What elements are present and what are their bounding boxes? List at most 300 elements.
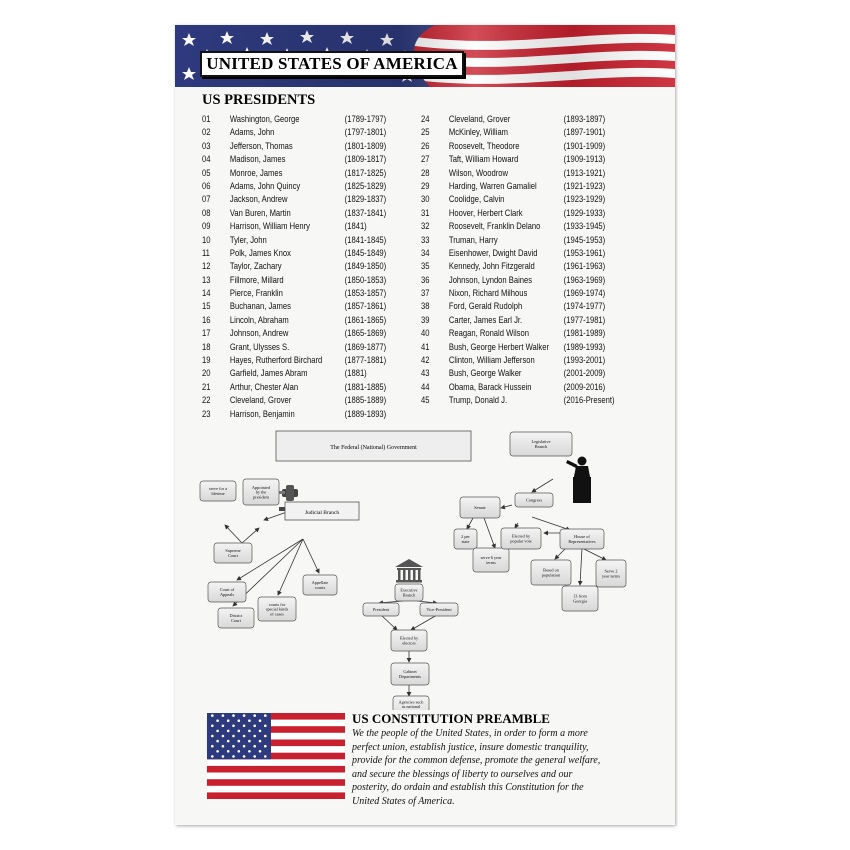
president-row — [421, 220, 631, 233]
node-senate-label: Senate — [474, 505, 486, 511]
node-agencies-label: Agencies such — [398, 699, 424, 705]
node-appellate-courts — [303, 575, 337, 595]
node-six-year-terms-label: terms — [486, 560, 496, 565]
node-house-of-representatives-label: Representatives — [568, 539, 596, 544]
president-row — [202, 180, 412, 193]
node-congress-label: Congress — [526, 497, 542, 503]
preamble-line: perfect union, establish justice, insure domestic tranquility, — [352, 741, 589, 753]
president-name: Roosevelt, Franklin Delano — [448, 221, 541, 232]
president-name: Washington, George — [229, 114, 300, 124]
node-elected-by-popular-vote-label: Elected by — [511, 533, 531, 539]
presidents-column-2 — [421, 113, 631, 408]
president-name: Bush, George Herbert Walker — [448, 341, 550, 352]
president-row — [421, 341, 631, 354]
president-name: Madison, James — [229, 154, 286, 165]
president-number: 10 — [202, 234, 211, 245]
node-two-per-state-label: 2 per — [461, 534, 470, 540]
president-years: (1829-1837) — [344, 194, 387, 205]
president-name: Adams, John — [229, 127, 275, 138]
node-serve-for-lifetime — [200, 481, 236, 501]
president-name: Fillmore, Millard — [229, 274, 284, 285]
president-number: 25 — [421, 127, 430, 138]
node-thirteen-from-georgia-label: 13 from — [573, 593, 587, 599]
president-row — [421, 193, 631, 206]
president-years: (1869-1877) — [344, 341, 387, 352]
president-name: Cleveland, Grover — [448, 114, 511, 124]
poster — [175, 25, 675, 825]
president-name: Grant, Ulysses S. — [229, 341, 290, 352]
president-row — [202, 314, 412, 327]
president-row — [421, 207, 631, 220]
president-number: 31 — [421, 207, 430, 218]
president-years: (1865-1869) — [344, 328, 387, 339]
president-row — [421, 234, 631, 247]
node-based-on-population-label: population — [541, 572, 561, 578]
president-row — [421, 367, 631, 380]
president-years: (1961-1963) — [563, 261, 606, 272]
president-name: Harrison, Benjamin — [229, 408, 295, 419]
president-number: 03 — [202, 140, 211, 151]
president-name: Jefferson, Thomas — [229, 140, 293, 151]
node-cabinet-departments-label: Cabinet — [403, 669, 417, 675]
president-name: Johnson, Lyndon Baines — [448, 274, 533, 285]
president-name: Trump, Donald J. — [448, 395, 508, 406]
president-years: (1897-1901) — [563, 127, 606, 138]
node-elected-by-popular-vote — [501, 528, 541, 549]
president-row — [421, 327, 631, 340]
flag-star — [227, 740, 230, 743]
president-number: 20 — [202, 368, 211, 379]
president-years: (1969-1974) — [563, 288, 606, 299]
node-house-of-representatives — [560, 529, 604, 549]
flag-star — [232, 735, 235, 738]
node-agencies — [393, 696, 429, 710]
flag-star — [264, 755, 267, 758]
flag-star — [243, 714, 246, 717]
president-row — [202, 234, 412, 247]
node-elected-by-electors-label: electors — [402, 640, 416, 646]
president-row — [421, 300, 631, 313]
president-number: 26 — [421, 140, 430, 151]
president-name: Monroe, James — [229, 167, 283, 178]
president-number: 17 — [202, 328, 211, 339]
president-years: (1963-1969) — [563, 274, 606, 285]
node-court-of-appeals-label: Appeals — [219, 592, 235, 597]
node-two-year-terms-label: Serve 2 — [604, 568, 618, 574]
flag-star — [216, 740, 219, 743]
page-title: UNITED STATES OF AMERICA — [206, 54, 458, 73]
president-row — [421, 126, 631, 139]
node-appellate-courts-label: Appellate — [311, 580, 329, 586]
node-legislative-branch-label: Branch — [534, 444, 548, 449]
president-name: Hayes, Rutherford Birchard — [229, 355, 323, 366]
president-row — [421, 287, 631, 300]
president-name: Bush, George Walker — [448, 368, 522, 379]
president-number: 32 — [421, 221, 430, 232]
node-thirteen-from-georgia-label: Georgia — [573, 598, 587, 604]
president-years: (1801-1809) — [344, 140, 387, 151]
flag-star — [253, 745, 256, 748]
president-row — [421, 314, 631, 327]
flag-star — [259, 750, 262, 753]
president-row — [202, 220, 412, 233]
node-district-court-label: District — [229, 613, 243, 619]
president-number: 40 — [421, 328, 430, 339]
node-executive-branch — [395, 584, 423, 601]
node-thirteen-from-georgia — [562, 586, 598, 611]
president-years: (1881) — [344, 368, 367, 379]
president-years: (1809-1817) — [344, 154, 387, 165]
president-years: (1861-1865) — [344, 314, 387, 325]
president-row — [202, 193, 412, 206]
president-name: Truman, Harry — [448, 234, 498, 245]
president-years: (1877-1881) — [344, 355, 387, 366]
president-number: 35 — [421, 261, 430, 272]
preamble-heading: US CONSTITUTION PREAMBLE — [352, 711, 550, 726]
president-name: Wilson, Woodrow — [448, 167, 509, 178]
president-number: 30 — [421, 194, 430, 205]
node-congress — [515, 493, 553, 507]
president-row — [421, 113, 631, 126]
node-based-on-population — [531, 560, 571, 585]
flag-star — [243, 755, 246, 758]
president-row — [421, 180, 631, 193]
president-row — [202, 153, 412, 166]
flag-star — [211, 714, 214, 717]
president-number: 33 — [421, 234, 430, 245]
president-years: (1953-1961) — [563, 247, 606, 258]
node-elected-by-electors-label: Elected by — [399, 635, 419, 641]
flag-star — [211, 735, 214, 738]
flag-star — [232, 725, 235, 728]
president-row — [202, 354, 412, 367]
executive-building-icon — [395, 559, 423, 583]
president-number: 36 — [421, 274, 430, 285]
flag-star — [238, 750, 241, 753]
flag-star — [248, 740, 251, 743]
president-row — [421, 153, 631, 166]
president-number: 45 — [421, 395, 430, 406]
president-years: (1889-1893) — [344, 408, 387, 419]
president-years: (1945-1953) — [563, 234, 606, 245]
flag-star — [211, 745, 214, 748]
flag-star — [216, 750, 219, 753]
president-name: Obama, Barack Hussein — [448, 381, 532, 392]
preamble-line: We the people of the United States, in order to form a more — [352, 728, 588, 739]
president-number: 22 — [202, 395, 211, 406]
president-years: (1933-1945) — [563, 221, 606, 232]
president-years: (1913-1921) — [563, 167, 606, 178]
flag-star — [216, 730, 219, 733]
president-number: 12 — [202, 261, 211, 272]
president-number: 21 — [202, 381, 211, 392]
node-special-courts-label: of cases — [270, 611, 284, 617]
flag-star — [227, 719, 230, 722]
us-flag-image — [207, 713, 345, 799]
president-number: 44 — [421, 381, 430, 392]
node-appointed-by-president-label: president — [253, 494, 269, 500]
federal-government-label: The Federal (National) Government — [330, 445, 417, 451]
node-serve-for-lifetime-label: lifetime — [211, 491, 225, 496]
president-years: (1921-1923) — [563, 180, 606, 191]
flag-star — [253, 714, 256, 717]
president-number: 08 — [202, 207, 211, 218]
president-number: 19 — [202, 355, 211, 366]
president-row — [202, 300, 412, 313]
president-row — [202, 274, 412, 287]
preamble-line: provide for the common defense, promote the general welfare, — [352, 755, 601, 766]
flag-banner — [175, 25, 675, 87]
president-name: Harding, Warren Gamaliel — [448, 180, 537, 191]
president-years: (1881-1885) — [344, 381, 387, 392]
president-years: (1841) — [344, 221, 367, 232]
president-number: 02 — [202, 127, 211, 138]
president-name: Taylor, Zachary — [229, 261, 282, 272]
president-number: 38 — [421, 301, 430, 312]
node-supreme-court-label: Supreme — [225, 548, 241, 554]
node-president-label: President — [373, 607, 389, 613]
node-appointed-by-president — [243, 479, 279, 505]
president-number: 27 — [421, 154, 430, 165]
node-executive-branch-label: Branch — [402, 592, 416, 598]
flag-star — [238, 719, 241, 722]
president-row — [421, 260, 631, 273]
president-name: Cleveland, Grover — [229, 395, 292, 406]
flag-star — [253, 755, 256, 758]
node-vice-president-label: Vice-President — [426, 607, 452, 613]
president-row — [202, 167, 412, 180]
president-years: (1853-1857) — [344, 288, 387, 299]
president-row — [202, 287, 412, 300]
president-number: 37 — [421, 288, 430, 299]
flag-star — [232, 755, 235, 758]
node-special-courts — [258, 597, 296, 621]
flag-star — [243, 735, 246, 738]
flag-star — [264, 714, 267, 717]
president-number: 29 — [421, 180, 430, 191]
node-agencies-label — [404, 709, 418, 710]
flag-star — [222, 745, 225, 748]
president-years: (1981-1989) — [563, 328, 606, 339]
president-name: Carter, James Earl Jr. — [448, 314, 523, 325]
president-name: Johnson, Andrew — [229, 328, 289, 339]
president-years: (1929-1933) — [563, 207, 606, 218]
president-name: Arthur, Chester Alan — [229, 381, 299, 392]
flag-star — [227, 730, 230, 733]
president-row — [202, 126, 412, 139]
president-row — [202, 140, 412, 153]
president-number: 39 — [421, 314, 430, 325]
flag-star — [238, 730, 241, 733]
presidents-column-1 — [202, 113, 412, 421]
flag-star — [259, 740, 262, 743]
node-two-year-terms-label: year terms — [601, 573, 621, 579]
president-number: 28 — [421, 167, 430, 178]
president-years: (1923-1929) — [563, 194, 606, 205]
president-name: Clinton, William Jefferson — [448, 355, 535, 366]
flag-star — [227, 750, 230, 753]
president-name: Harrison, William Henry — [229, 221, 310, 232]
president-row — [202, 113, 412, 126]
president-name: Adams, John Quincy — [229, 180, 301, 191]
node-court-of-appeals-label: Court of — [219, 587, 235, 593]
president-name: Taft, William Howard — [448, 154, 519, 165]
president-row — [202, 247, 412, 260]
node-two-year-terms — [596, 560, 626, 587]
flag-star — [264, 725, 267, 728]
header-title-box — [200, 51, 464, 77]
flag-star — [232, 745, 235, 748]
node-senate — [460, 497, 500, 518]
president-years: (1909-1913) — [563, 154, 606, 165]
president-name: Ford, Gerald Rudolph — [448, 301, 523, 312]
president-row — [421, 394, 631, 407]
preamble-line: posterity, do ordain and establish this Constitution for the — [352, 782, 584, 793]
president-years: (1825-1829) — [344, 180, 387, 191]
preamble-line: and secure the blessings of liberty to ourselves and our — [352, 768, 573, 780]
president-years: (1993-2001) — [563, 355, 606, 366]
president-name: Polk, James Knox — [229, 247, 291, 258]
president-number: 24 — [421, 114, 430, 124]
president-number: 15 — [202, 301, 211, 312]
president-number: 14 — [202, 288, 211, 299]
flag-star — [232, 714, 235, 717]
node-elected-by-popular-vote-label: popular vote — [510, 538, 532, 544]
flag-star — [211, 725, 214, 728]
president-row — [421, 381, 631, 394]
president-row — [421, 140, 631, 153]
president-years: (1989-1993) — [563, 341, 606, 352]
flag-star — [243, 745, 246, 748]
president-row — [421, 167, 631, 180]
speaker-podium-icon — [566, 457, 591, 504]
president-row — [202, 207, 412, 220]
flag-star — [222, 755, 225, 758]
president-name: Nixon, Richard Milhous — [448, 288, 528, 299]
flag-star — [248, 750, 251, 753]
node-serve-for-lifetime-label: serve for a — [208, 486, 228, 492]
president-name: Coolidge, Calvin — [448, 194, 505, 205]
president-row — [202, 260, 412, 273]
president-years: (1977-1981) — [563, 314, 606, 325]
president-row — [202, 341, 412, 354]
president-name: Garfield, James Abram — [229, 368, 308, 379]
president-number: 07 — [202, 194, 211, 205]
flag-star — [253, 725, 256, 728]
president-name: Lincoln, Abraham — [229, 314, 289, 325]
node-appellate-courts-label: courts — [314, 585, 326, 590]
preamble-line: United States of America. — [352, 795, 455, 807]
node-six-year-terms-label: serve 6 year — [480, 555, 502, 561]
president-number: 43 — [421, 368, 430, 379]
flag-star — [264, 745, 267, 748]
node-agencies-label: as national — [401, 704, 421, 710]
president-years: (1845-1849) — [344, 247, 387, 258]
node-court-of-appeals — [208, 582, 246, 602]
flag-star — [259, 719, 262, 722]
node-based-on-population-label: Based on — [543, 567, 559, 573]
node-legislative-branch — [510, 432, 572, 456]
flag-star — [248, 719, 251, 722]
president-row — [421, 274, 631, 287]
president-years: (1885-1889) — [344, 395, 387, 406]
president-name: Roosevelt, Theodore — [448, 140, 520, 151]
flag-star — [222, 735, 225, 738]
president-years: (2009-2016) — [563, 381, 606, 392]
flag-star — [248, 730, 251, 733]
president-number: 04 — [202, 154, 211, 165]
president-number: 13 — [202, 274, 211, 285]
president-number: 05 — [202, 167, 211, 178]
president-number: 42 — [421, 355, 430, 366]
president-years: (2016-Present) — [563, 395, 615, 406]
president-years: (1841-1845) — [344, 234, 387, 245]
president-row — [202, 327, 412, 340]
flag-star — [259, 730, 262, 733]
president-years: (1837-1841) — [344, 207, 387, 218]
president-years: (1974-1977) — [563, 301, 606, 312]
node-district-court — [218, 608, 254, 628]
node-legislative-branch-label: Legislative — [531, 439, 551, 445]
node-elected-by-electors — [391, 630, 427, 651]
president-years: (1797-1801) — [344, 127, 387, 138]
president-name: Tyler, John — [229, 234, 267, 245]
node-appointed-by-president-label: Appointed — [251, 484, 271, 490]
node-two-per-state — [454, 529, 477, 549]
president-number: 23 — [202, 408, 211, 419]
node-special-courts-label: courts for — [268, 601, 286, 607]
president-name: McKinley, William — [448, 127, 509, 138]
president-number: 11 — [202, 247, 210, 258]
president-name: Kennedy, John Fitzgerald — [448, 261, 535, 272]
president-number: 06 — [202, 180, 211, 191]
government-diagram — [175, 425, 675, 710]
president-years: (1849-1850) — [344, 261, 387, 272]
president-name: Van Buren, Martin — [229, 207, 291, 218]
president-number: 34 — [421, 247, 430, 258]
president-row — [202, 367, 412, 380]
node-two-per-state-label: state — [461, 539, 470, 544]
president-row — [421, 247, 631, 260]
node-appointed-by-president-label: by the — [255, 489, 267, 495]
node-cabinet-departments-label: Departments — [399, 674, 421, 679]
president-number: 18 — [202, 341, 211, 352]
president-name: Reagan, Ronald Wilson — [448, 328, 529, 339]
flag-star — [211, 755, 214, 758]
president-years: (1850-1853) — [344, 274, 387, 285]
president-row — [202, 381, 412, 394]
president-years: (1893-1897) — [563, 114, 606, 124]
president-name: Hoover, Herbert Clark — [448, 207, 523, 218]
flag-star — [222, 725, 225, 728]
president-name: Pierce, Franklin — [229, 288, 283, 299]
node-vice-president — [420, 603, 458, 616]
flag-star — [222, 714, 225, 717]
judicial-branch-label: Judicial Branch — [304, 510, 340, 516]
president-name: Buchanan, James — [229, 301, 291, 312]
flag-star — [216, 719, 219, 722]
node-house-of-representatives-label: House of — [574, 534, 590, 540]
node-supreme-court — [214, 543, 252, 563]
president-number: 09 — [202, 221, 211, 232]
node-district-court-label: Court — [231, 618, 241, 623]
flag-star — [238, 740, 241, 743]
president-name: Eisenhower, Dwight David — [448, 247, 538, 258]
president-years: (1817-1825) — [344, 167, 387, 178]
node-special-courts-label: special kinds — [265, 606, 289, 612]
president-number: 16 — [202, 314, 211, 325]
president-years: (1789-1797) — [344, 114, 387, 124]
